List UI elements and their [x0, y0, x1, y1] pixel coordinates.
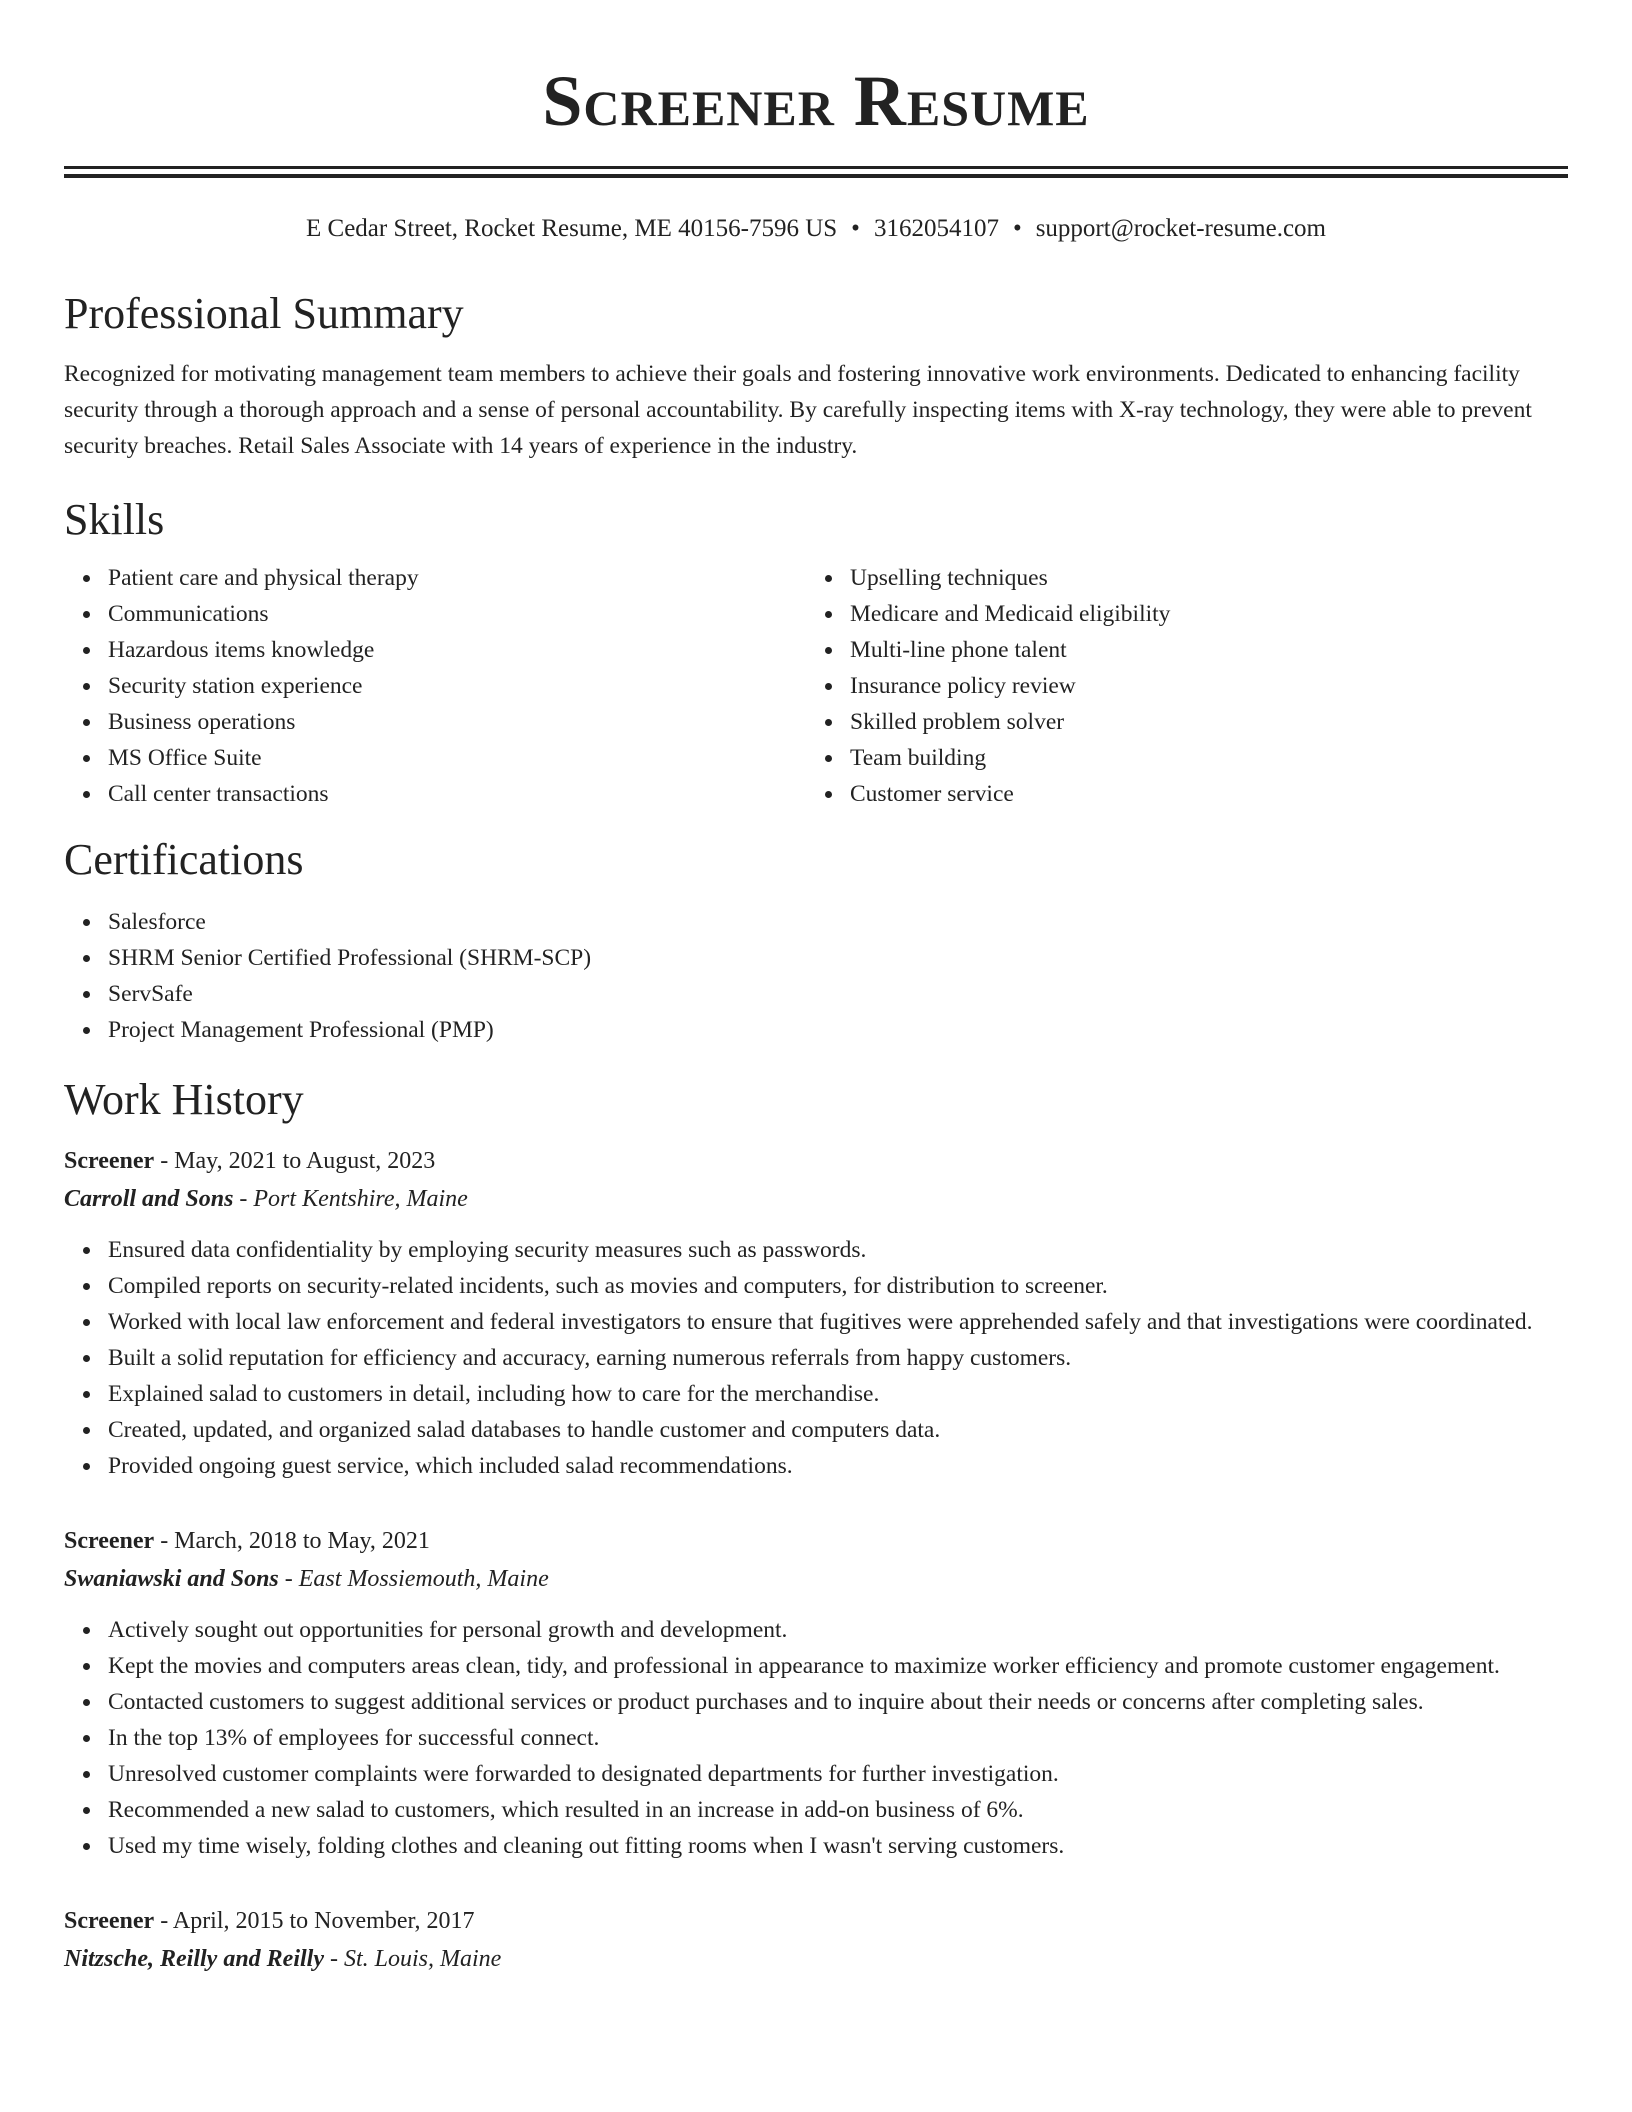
skill-item: Medicare and Medicaid eligibility	[850, 596, 1548, 632]
job-title: Screener	[64, 1908, 155, 1934]
job-location: - Port Kentshire, Maine	[233, 1186, 468, 1212]
job-bullet: Kept the movies and computers areas clean, tidy, and professional in appearance to maximize worker efficiency and promote customer engagement.	[108, 1648, 1568, 1684]
skill-item: Team building	[850, 740, 1548, 776]
job-header	[64, 1142, 1568, 1180]
skill-item: Customer service	[850, 776, 1548, 812]
job-entry	[64, 1902, 1568, 1978]
summary-text: Recognized for motivating management team members to achieve their goals and fostering innovative work environments. Dedicated to enhancing facility security through a thorough approach and a sense of personal accountability. By carefully inspecting items with X-ray technology, they were able to prevent security breaches. Retail Sales Associate with 14 years of experience in the industry.	[64, 361, 1532, 459]
certification-item: Salesforce	[108, 904, 1568, 940]
job-location: - East Mossiemouth, Maine	[278, 1566, 549, 1592]
contact-email: support@rocket-resume.com	[1035, 215, 1326, 242]
job-dates: - April, 2015 to November, 2017	[154, 1908, 475, 1934]
job-company: Nitzsche, Reilly and Reilly	[64, 1946, 324, 1972]
skill-item: Hazardous items knowledge	[108, 632, 806, 668]
job-company: Carroll and Sons	[64, 1186, 234, 1212]
contact-phone: 3162054107	[873, 215, 999, 242]
skill-item: Business operations	[108, 704, 806, 740]
job-header	[64, 1902, 1568, 1940]
skill-item: Security station experience	[108, 668, 806, 704]
job-employer	[64, 1560, 1568, 1598]
skill-item: Patient care and physical therapy	[108, 560, 806, 596]
contact-address: E Cedar Street, Rocket Resume, ME 40156-7596 US	[306, 215, 838, 242]
job-bullet: Worked with local law enforcement and federal investigators to ensure that fugitives were apprehended safely and that investigations were coordinated.	[108, 1304, 1568, 1340]
job-bullet: Recommended a new salad to customers, which resulted in an increase in add-on business of 6%.	[108, 1792, 1568, 1828]
job-bullets	[64, 1612, 1568, 1864]
work-history-heading: Work History	[64, 1075, 304, 1124]
resume-title: Screener Resume	[542, 61, 1090, 141]
job-dates: - March, 2018 to May, 2021	[154, 1528, 430, 1554]
summary-heading: Professional Summary	[64, 289, 464, 338]
skill-item: MS Office Suite	[108, 740, 806, 776]
job-bullets	[64, 1232, 1568, 1484]
skills-heading: Skills	[64, 495, 165, 544]
job-bullet: Ensured data confidentiality by employing security measures such as passwords.	[108, 1232, 1568, 1268]
job-bullet: Used my time wisely, folding clothes and cleaning out fitting rooms when I wasn't serving customers.	[108, 1828, 1568, 1864]
skill-item: Insurance policy review	[850, 668, 1548, 704]
job-header	[64, 1522, 1568, 1560]
job-bullet: Contacted customers to suggest additional services or product purchases and to inquire about their needs or concerns after completing sales.	[108, 1684, 1568, 1720]
title-divider-bottom	[64, 174, 1568, 178]
job-employer	[64, 1940, 1568, 1978]
job-bullet: Unresolved customer complaints were forwarded to designated departments for further investigation.	[108, 1756, 1568, 1792]
job-bullet: Explained salad to customers in detail, including how to care for the merchandise.	[108, 1376, 1568, 1412]
job-title: Screener	[64, 1148, 155, 1174]
certifications-heading: Certifications	[64, 835, 304, 884]
job-entry	[64, 1142, 1568, 1484]
certifications-list	[64, 904, 1568, 1048]
skills-column-right	[806, 560, 1548, 812]
skill-item: Multi-line phone talent	[850, 632, 1548, 668]
job-bullet: Built a solid reputation for efficiency and accuracy, earning numerous referrals from happy customers.	[108, 1340, 1568, 1376]
contact-separator: •	[1012, 215, 1022, 242]
skills-grid	[64, 560, 1568, 812]
job-employer	[64, 1180, 1568, 1218]
job-dates: - May, 2021 to August, 2023	[154, 1148, 436, 1174]
job-bullet: Provided ongoing guest service, which included salad recommendations.	[108, 1448, 1568, 1484]
skill-item: Call center transactions	[108, 776, 806, 812]
certification-item: Project Management Professional (PMP)	[108, 1012, 1568, 1048]
skill-item: Skilled problem solver	[850, 704, 1548, 740]
job-location: - St. Louis, Maine	[323, 1946, 502, 1972]
certification-item: ServSafe	[108, 976, 1568, 1012]
job-bullet: Created, updated, and organized salad databases to handle customer and computers data.	[108, 1412, 1568, 1448]
contact-line	[64, 212, 1568, 246]
title-divider-top	[64, 166, 1568, 169]
job-bullet: Actively sought out opportunities for personal growth and development.	[108, 1612, 1568, 1648]
job-title: Screener	[64, 1528, 155, 1554]
skills-list-right	[806, 560, 1548, 812]
contact-separator: •	[851, 215, 860, 242]
job-bullet: Compiled reports on security-related incidents, such as movies and computers, for distribution to screener.	[108, 1268, 1568, 1304]
skills-column-left	[64, 560, 806, 812]
job-bullet: In the top 13% of employees for successful connect.	[108, 1720, 1568, 1756]
skill-item: Communications	[108, 596, 806, 632]
certification-item: SHRM Senior Certified Professional (SHRM-SCP)	[108, 940, 1568, 976]
skills-list-left	[64, 560, 806, 812]
job-company: Swaniawski and Sons	[64, 1566, 279, 1592]
job-entry	[64, 1522, 1568, 1864]
skill-item: Upselling techniques	[850, 560, 1548, 596]
